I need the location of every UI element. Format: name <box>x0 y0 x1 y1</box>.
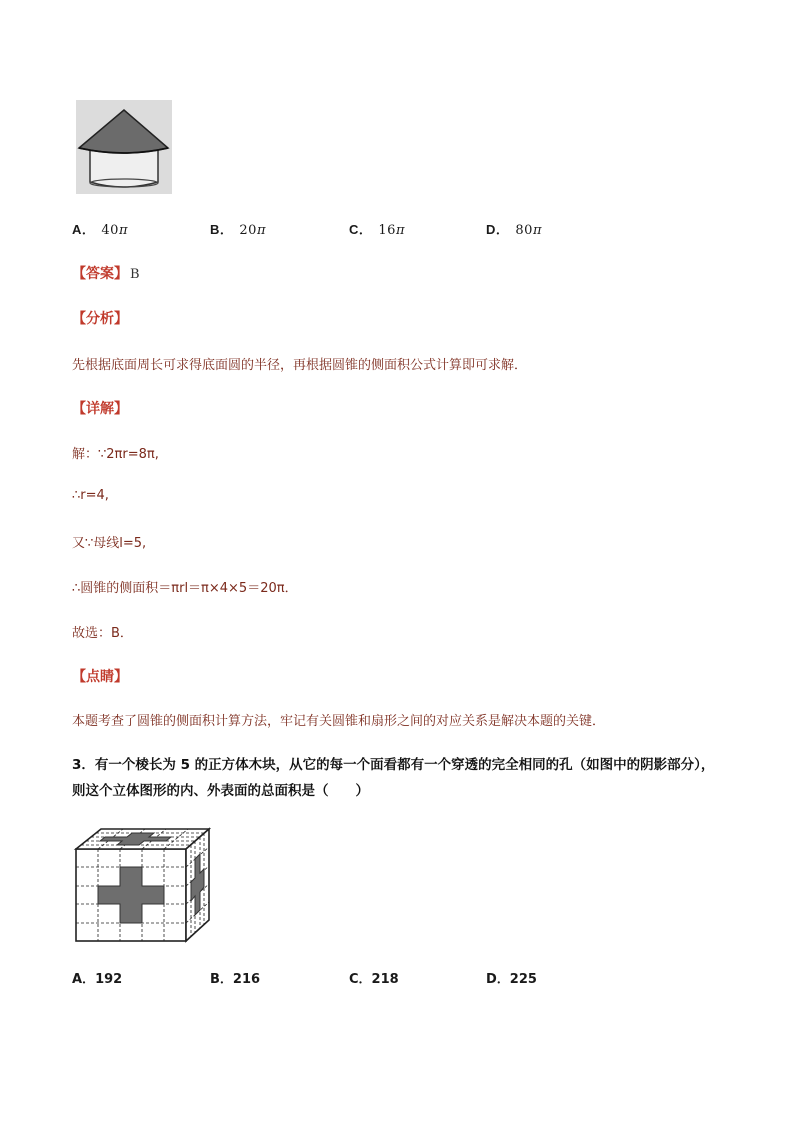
analysis-tag: 【分析】 <box>72 311 128 327</box>
comment-text: 本题考查了圆锥的侧面积计算方法，牢记有关圆锥和扇形之间的对应关系是解决本题的关键． <box>72 714 606 729</box>
q3-line-1: 3．有一个棱长为 5 的正方体木块，从它的每一个面看都有一个穿透的完全相同的孔（如图中的阴影部分）， <box>72 757 715 773</box>
cube-figure <box>72 826 212 946</box>
q3-text <box>72 752 762 804</box>
answer-line <box>72 263 140 283</box>
hut-shape-icon <box>76 100 172 194</box>
q2-option-c: C． 16π <box>349 222 405 238</box>
comment-tag: 【点睛】 <box>72 669 128 685</box>
q2-option-a: A． 40π <box>72 222 128 238</box>
analysis-text: 先根据底面周长可求得底面圆的半径，再根据圆锥的侧面积公式计算即可求解． <box>72 358 528 373</box>
q2-option-b: B． 20π <box>210 222 266 238</box>
q3-line-2: 则这个立体图形的内、外表面的总面积是（ ） <box>72 783 369 799</box>
q3-option-b: B．216 <box>210 972 261 987</box>
detail-line-5: 故选：B． <box>72 626 133 641</box>
detail-line-4: ∴圆锥的侧面积＝πrl＝π×4×5＝20π． <box>72 581 298 596</box>
q3-option-c: C．218 <box>349 972 399 987</box>
q3-option-d: D．225 <box>486 972 537 987</box>
cube-with-cross-hole-icon <box>72 826 212 946</box>
q3-option-a: A．192 <box>72 972 123 987</box>
detail-line-2: ∴r=4, <box>72 488 109 503</box>
detail-line-1: 解：∵2πr=8π, <box>72 447 159 462</box>
detail-tag: 【详解】 <box>72 401 128 417</box>
hut-figure <box>76 100 172 194</box>
q2-option-d: D． 80π <box>486 222 542 238</box>
answer-value: B <box>130 267 140 282</box>
answer-tag: 【答案】 <box>72 266 128 282</box>
detail-line-3: 又∵母线l=5, <box>72 536 147 551</box>
